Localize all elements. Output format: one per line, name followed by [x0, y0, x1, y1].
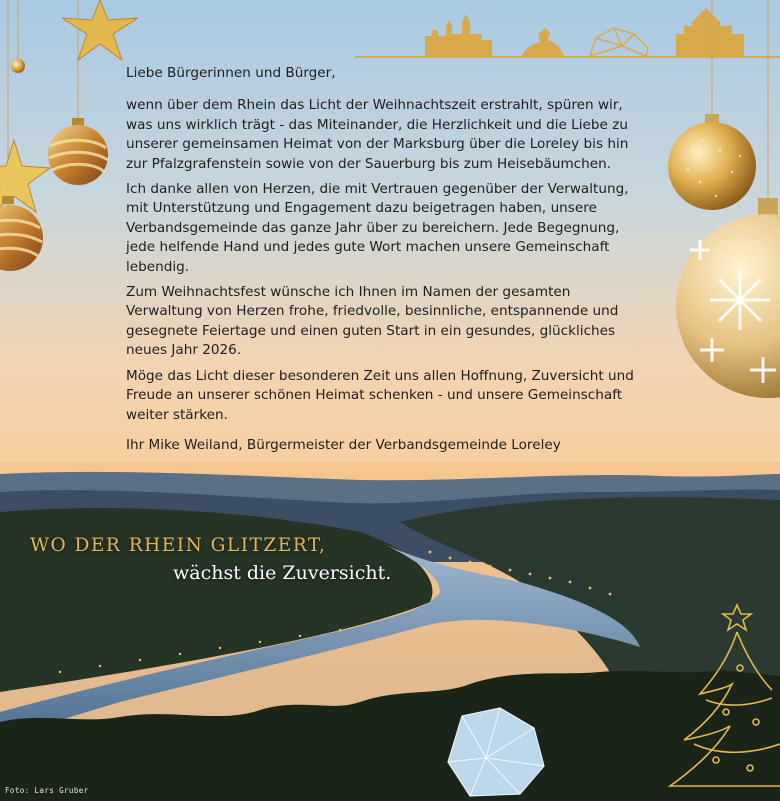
snowflake-bauble-icon [676, 198, 780, 398]
christmas-bauble-icon [0, 196, 43, 271]
letter-paragraph: wenn über dem Rhein das Licht der Weihnachtszeit erstrahlt, spüren wir, was uns wirklich trägt - das Miteinander, die Herzlichkeit und die Liebe zu unserer gemeinsamen Heimat von der Marksburg über die Loreley bis hin zur Pfalzgrafenstein sowie von der Sauerburg bis zum Heisebäumchen. [126, 97, 629, 172]
christmas-bauble-icon [668, 114, 756, 210]
letter-paragraph: Ich danke allen von Herzen, die mit Vertrauen gegenüber der Verwaltung, mit Unterstützung und Engagement dazu beigetragen haben, unsere Verbandsgemeinde das ganze Jahr über zu bereichern. Jede Begegnung, jede helfende Hand und jedes gute Wort machen unsere Gemeinschaft lebendig. [126, 181, 629, 275]
tagline-line1: WO DER RHEIN GLITZERT, [30, 535, 327, 556]
tagline [30, 535, 430, 584]
christmas-bauble-icon [48, 118, 108, 185]
photo-credit: Foto: Lars Gruber [5, 786, 89, 795]
letter [126, 64, 646, 461]
gold-star-icon [0, 140, 50, 212]
letter-paragraph: Möge das Licht dieser besonderen Zeit uns allen Hoffnung, Zuversicht und Freude an unserer schönen Heimat schenken - und unsere Gemeinschaft weiter stärken. [126, 367, 634, 423]
tagline-line2: wächst die Zuversicht. [173, 562, 392, 584]
letter-signature: Ihr Mike Weiland, Bürgermeister der Verbandsgemeinde Loreley [126, 436, 561, 453]
letter-paragraph: Zum Weihnachtsfest wünsche ich Ihnen im Namen der gesamten Verwaltung von Herzen frohe, friedvolle, besinnliche, entspannende und gesegnete Feiertage und einen guten Start in ein gesundes, glückliches neues Jahr 2026. [126, 284, 619, 359]
castle-skyline-icon [0, 0, 780, 70]
rhine-valley-photo [0, 462, 780, 801]
letter-greeting: Liebe Bürgerinnen und Bürger, [126, 65, 336, 81]
